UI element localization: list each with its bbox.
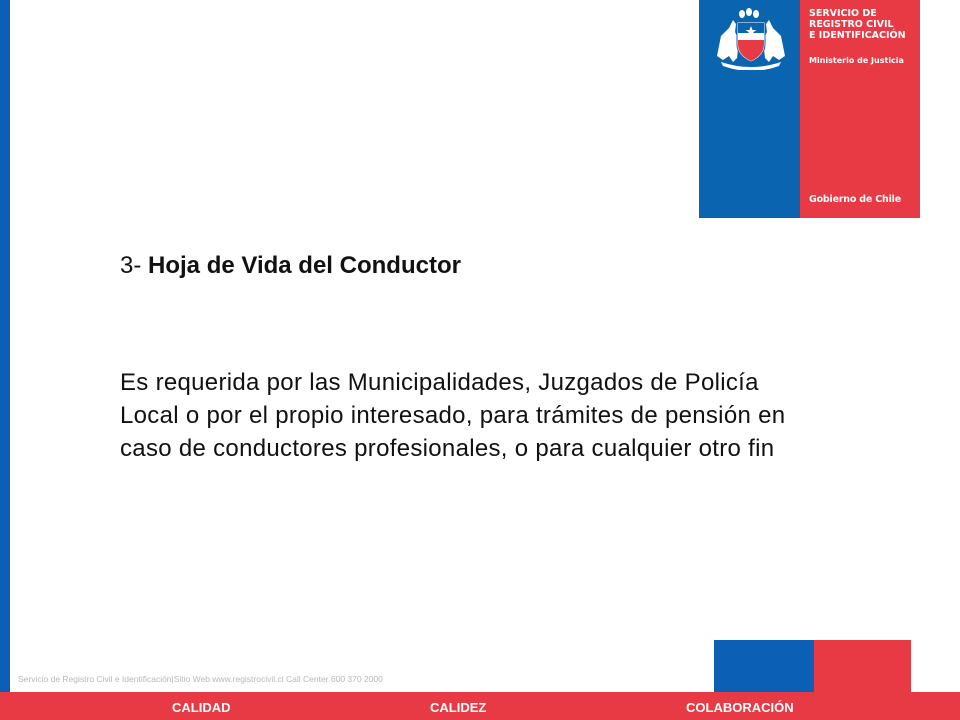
value-calidad: CALIDAD bbox=[172, 700, 231, 715]
flag-red-block bbox=[814, 640, 911, 692]
org-name-line-1: SERVICIO DE bbox=[809, 8, 877, 19]
title-text: Hoja de Vida del Conductor bbox=[148, 252, 461, 279]
institution-logo bbox=[699, 0, 920, 218]
logo-blue-panel bbox=[699, 0, 800, 218]
value-colaboracion: COLABORACIÓN bbox=[686, 700, 794, 715]
title-number: 3- bbox=[120, 252, 149, 279]
org-name-line-3: E IDENTIFICACIÓN bbox=[809, 30, 906, 41]
org-name-line-2: REGISTRO CIVIL bbox=[809, 19, 894, 30]
ministry-name: Ministerio de Justicia bbox=[809, 56, 904, 65]
organization-name bbox=[809, 8, 915, 41]
footer-contact-note: Servicio de Registro Civil e Identificación|Sitio Web www.registrocivil.cl Call Center 600 370 2000 bbox=[18, 674, 383, 684]
slide-body-text: Es requerida por las Municipalidades, Juzgados de Policía Local o por el propio interesado, para trámites de pensión en caso de conductores profesionales, o para cualquier otro fin bbox=[120, 369, 786, 462]
government-name: Gobierno de Chile bbox=[809, 194, 901, 205]
slide-title bbox=[120, 252, 461, 280]
left-accent-stripe bbox=[0, 0, 10, 720]
flag-blue-block bbox=[714, 640, 814, 692]
bottom-values-bar bbox=[0, 692, 960, 720]
value-calidez: CALIDEZ bbox=[430, 700, 487, 715]
coat-of-arms-icon bbox=[709, 6, 793, 70]
